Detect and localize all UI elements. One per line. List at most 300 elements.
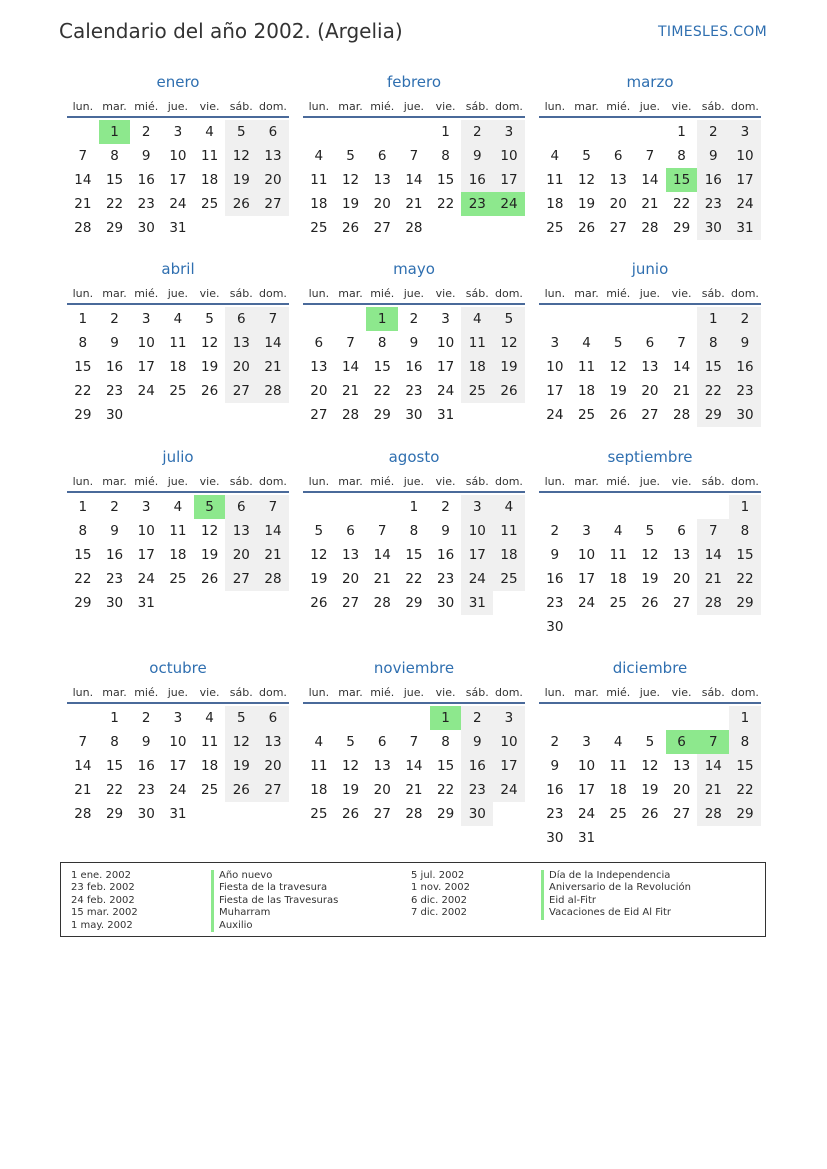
day-cell: 6 [377,734,387,750]
day-cell: 19 [577,196,596,212]
day-cell: 22 [729,778,761,802]
day-cell: 17 [493,168,525,192]
day-cell [303,307,335,331]
month-diciembre [539,658,761,850]
weekday-label: mar. [574,474,599,488]
day-cell: 4 [173,311,183,327]
day-cell: 26 [493,379,525,403]
day-cell: 7 [645,148,655,164]
week-row [67,379,289,403]
day-cell: 8 [78,335,88,351]
weekday-label: jue. [167,99,189,113]
weekday-label: mié. [134,99,159,113]
day-cell: 11 [201,734,219,750]
day-cell: 10 [137,335,155,351]
day-cell: 10 [169,148,187,164]
weekday-label: vie. [199,685,220,699]
day-cell: 22 [373,383,391,399]
day-cell: 3 [493,706,525,730]
day-cell: 5 [194,495,226,519]
day-cell: 16 [461,754,493,778]
day-cell [666,615,698,639]
day-cell: 17 [493,754,525,778]
day-cell: 7 [409,734,419,750]
day-cell [461,216,493,240]
day-cell: 12 [341,172,360,188]
weekday-header [67,96,289,118]
day-cell: 5 [613,335,623,351]
weekday-label: lun. [544,99,566,113]
day-cell: 30 [437,595,455,611]
day-cell: 21 [257,543,289,567]
day-cell: 21 [405,782,423,798]
week-row [67,567,289,591]
weekday-label: lun. [308,99,330,113]
day-cell: 7 [677,335,686,351]
week-row [67,802,289,826]
week-row [303,706,525,730]
legend-date: 24 feb. 2002 [71,894,135,906]
week-row [539,216,761,240]
day-cell: 3 [582,734,591,750]
day-cell: 14 [697,543,729,567]
month-name: septiembre [607,448,693,466]
weekday-label: mié. [606,99,631,113]
week-row [67,591,289,615]
day-cell: 3 [141,311,151,327]
day-cell: 28 [373,595,391,611]
day-cell: 15 [697,355,729,379]
weekday-label: mar. [102,474,127,488]
day-cell: 8 [110,148,119,164]
week-row [539,403,761,427]
day-cell [257,591,289,615]
day-cell: 8 [697,331,729,355]
weekday-label: vie. [435,685,456,699]
day-cell: 25 [169,383,187,399]
week-row [67,754,289,778]
day-cell: 27 [310,407,328,423]
legend-holiday-name: Día de la Independencia [541,870,691,882]
day-cell [571,495,603,519]
day-cell: 25 [546,220,564,236]
month-name: octubre [149,659,207,677]
day-cell: 6 [645,335,655,351]
day-cell [225,403,257,427]
day-cell: 21 [74,196,92,212]
day-cell: 15 [437,758,455,774]
day-cell: 20 [310,383,328,399]
weekday-header [67,283,289,305]
week-row [303,495,525,519]
day-cell: 1 [99,120,131,144]
day-cell: 18 [201,758,219,774]
day-cell: 14 [697,754,729,778]
day-cell: 30 [546,830,564,846]
week-row [539,706,761,730]
day-cell: 18 [201,172,219,188]
week-row [67,144,289,168]
day-cell: 25 [201,196,219,212]
day-cell: 26 [201,571,219,587]
day-cell: 21 [405,196,423,212]
day-cell [257,216,289,240]
legend-date: 1 may. 2002 [71,919,133,931]
day-cell: 29 [105,806,124,822]
legend-date: 5 jul. 2002 [411,870,465,881]
weekday-label: lun. [72,474,94,488]
day-cell: 17 [729,168,761,192]
day-cell: 11 [310,758,328,774]
weekday-label: sáb. [701,474,725,488]
day-cell: 28 [405,806,423,822]
week-row [303,591,525,615]
weekday-label: vie. [435,286,456,300]
week-row [303,144,525,168]
weekday-label: jue. [403,99,425,113]
week-row [67,331,289,355]
week-row [539,168,761,192]
day-cell: 1 [729,706,761,730]
day-cell [539,706,571,730]
legend-date: 15 mar. 2002 [71,907,138,919]
day-cell: 19 [493,355,525,379]
day-cell: 19 [641,571,659,587]
day-cell: 17 [169,172,187,188]
day-cell [729,826,761,850]
day-cell: 27 [257,192,289,216]
day-cell: 28 [641,220,659,236]
day-cell: 25 [577,407,596,423]
day-cell [666,706,698,730]
day-cell: 15 [405,547,423,563]
day-cell: 29 [373,407,391,423]
day-cell [666,495,698,519]
day-cell: 7 [257,495,289,519]
week-row [67,168,289,192]
day-cell: 28 [257,567,289,591]
weekday-label: lun. [72,685,94,699]
weekday-label: mar. [338,474,363,488]
weekday-label: sáb. [465,685,489,699]
day-cell: 21 [697,778,729,802]
day-cell: 29 [405,595,423,611]
weekday-label: sáb. [229,286,253,300]
month-name: mayo [393,260,435,278]
day-cell [634,495,666,519]
week-row [539,379,761,403]
day-cell: 2 [441,499,450,515]
week-row [67,216,289,240]
week-row [303,168,525,192]
day-cell: 7 [697,519,729,543]
day-cell: 22 [729,567,761,591]
day-cell: 29 [105,220,124,236]
day-cell: 2 [550,734,560,750]
day-cell: 6 [257,120,289,144]
day-cell: 2 [141,124,151,140]
day-cell: 23 [461,778,493,802]
weekday-label: jue. [403,474,425,488]
day-cell: 29 [729,802,761,826]
day-cell: 4 [314,734,324,750]
weekday-label: mar. [338,99,363,113]
day-cell [602,615,634,639]
day-cell: 4 [550,148,560,164]
weekday-label: mié. [370,99,395,113]
day-cell: 30 [697,216,729,240]
week-row [303,778,525,802]
day-cell: 13 [225,519,257,543]
day-cell: 29 [729,591,761,615]
day-cell [303,120,335,144]
day-cell [666,307,698,331]
day-cell: 16 [546,782,564,798]
brand-link[interactable]: TIMESLES.COM [658,24,767,40]
day-cell [461,403,493,427]
day-cell: 22 [437,782,455,798]
day-cell: 4 [173,499,183,515]
month-marzo [539,72,761,240]
day-cell: 31 [577,830,596,846]
day-cell: 11 [201,148,219,164]
day-cell: 17 [577,782,596,798]
weekday-label: vie. [199,286,220,300]
day-cell: 18 [169,547,187,563]
day-cell [493,591,525,615]
day-cell: 31 [169,806,187,822]
day-cell: 21 [673,383,691,399]
day-cell: 16 [437,547,455,563]
day-cell: 28 [341,407,360,423]
day-cell: 27 [373,220,391,236]
day-cell: 25 [609,806,627,822]
day-cell: 3 [550,335,560,351]
day-cell: 23 [105,383,124,399]
day-cell: 15 [729,543,761,567]
week-row [539,754,761,778]
weekday-label: vie. [671,99,692,113]
day-cell: 1 [78,311,88,327]
weekday-label: sáb. [465,286,489,300]
day-cell [602,495,634,519]
day-cell: 2 [729,307,761,331]
day-cell: 15 [74,359,92,375]
day-cell: 10 [577,547,596,563]
holiday-legend [60,862,766,937]
day-cell: 18 [546,196,564,212]
day-cell: 26 [609,407,627,423]
week-row [303,403,525,427]
day-cell: 1 [430,706,462,730]
weekday-label: mar. [338,685,363,699]
day-cell: 18 [310,196,328,212]
day-cell: 9 [461,144,493,168]
day-cell: 4 [613,523,623,539]
legend-holiday-name: Muharram [211,907,338,919]
day-cell: 2 [409,311,419,327]
day-cell: 19 [201,359,219,375]
weekday-label: mié. [134,474,159,488]
week-row [539,615,761,639]
day-cell: 1 [697,307,729,331]
day-cell: 2 [110,499,119,515]
day-cell: 12 [310,547,328,563]
day-cell: 3 [141,499,151,515]
day-cell: 25 [493,567,525,591]
day-cell [571,706,603,730]
day-cell: 2 [461,120,493,144]
weekday-label: lun. [544,286,566,300]
day-cell [335,307,367,331]
day-cell: 25 [310,220,328,236]
day-cell: 28 [405,220,423,236]
day-cell: 23 [405,383,423,399]
week-row [539,519,761,543]
day-cell: 24 [729,192,761,216]
day-cell: 10 [461,519,493,543]
day-cell: 14 [405,758,423,774]
day-cell [571,120,603,144]
weekday-label: sáb. [465,99,489,113]
weekday-label: mar. [574,99,599,113]
weekday-label: vie. [199,474,220,488]
day-cell [602,120,634,144]
weekday-label: vie. [435,99,456,113]
day-cell: 21 [341,383,360,399]
month-name: enero [156,73,200,91]
day-cell: 20 [373,782,391,798]
day-cell: 25 [169,571,187,587]
day-cell [67,706,99,730]
weekday-label: vie. [435,474,456,488]
weekday-label: sáb. [701,286,725,300]
day-cell: 9 [141,734,151,750]
day-cell [729,615,761,639]
day-cell: 21 [74,782,92,798]
week-row [67,355,289,379]
day-cell: 16 [105,359,124,375]
day-cell: 28 [697,802,729,826]
day-cell: 9 [550,758,560,774]
day-cell: 31 [729,216,761,240]
day-cell [602,706,634,730]
day-cell: 11 [310,172,328,188]
weekday-label: jue. [639,99,661,113]
day-cell: 24 [169,196,187,212]
day-cell: 10 [437,335,455,351]
day-cell: 16 [461,168,493,192]
day-cell: 17 [461,543,493,567]
day-cell: 6 [225,307,257,331]
week-row [539,567,761,591]
day-cell: 19 [310,571,328,587]
week-row [303,120,525,144]
day-cell: 5 [225,706,257,730]
legend-date: 7 dic. 2002 [411,907,467,919]
day-cell: 3 [173,124,183,140]
weekday-label: dom. [495,286,523,300]
day-cell: 4 [493,495,525,519]
day-cell: 14 [641,172,659,188]
day-cell [162,591,194,615]
week-row [303,543,525,567]
month-name: marzo [626,73,674,91]
weekday-label: jue. [639,685,661,699]
day-cell: 29 [673,220,691,236]
day-cell [634,826,666,850]
weekday-label: jue. [639,474,661,488]
day-cell: 12 [201,335,219,351]
day-cell: 13 [609,172,627,188]
weekday-label: dom. [259,474,287,488]
day-cell: 17 [137,547,155,563]
weekday-label: mar. [102,99,127,113]
day-cell: 5 [205,311,214,327]
legend-right-dates [411,870,470,920]
day-cell: 16 [105,547,124,563]
day-cell: 24 [137,571,155,587]
day-cell: 18 [169,359,187,375]
day-cell [697,495,729,519]
weekday-label: lun. [544,474,566,488]
legend-right-names [541,870,691,920]
day-cell [194,591,226,615]
weekday-label: sáb. [465,474,489,488]
day-cell: 13 [673,758,691,774]
day-cell: 27 [341,595,360,611]
day-cell: 14 [341,359,360,375]
week-row [303,192,525,216]
day-cell [571,307,603,331]
week-row [303,307,525,331]
week-row [539,591,761,615]
day-cell: 24 [137,383,155,399]
day-cell: 19 [225,168,257,192]
month-noviembre [303,658,525,826]
week-row [67,403,289,427]
day-cell: 21 [697,567,729,591]
day-cell: 2 [110,311,119,327]
day-cell: 31 [437,407,455,423]
legend-date: 1 ene. 2002 [71,870,131,881]
day-cell: 29 [74,407,92,423]
day-cell: 24 [493,192,525,216]
day-cell: 12 [225,730,257,754]
day-cell: 11 [169,335,187,351]
day-cell: 12 [577,172,596,188]
week-row [539,192,761,216]
day-cell: 26 [201,383,219,399]
month-name: julio [162,448,194,466]
day-cell: 23 [461,192,493,216]
week-row [67,543,289,567]
day-cell: 13 [373,758,391,774]
month-name: febrero [386,73,442,91]
day-cell: 5 [346,148,355,164]
weekday-label: mar. [574,685,599,699]
weekday-header [67,471,289,493]
day-cell: 14 [74,758,92,774]
day-cell: 3 [173,710,183,726]
day-cell: 20 [341,571,360,587]
day-cell: 22 [437,196,455,212]
week-row [539,495,761,519]
legend-date: 6 dic. 2002 [411,894,467,906]
day-cell: 20 [373,196,391,212]
day-cell: 25 [461,379,493,403]
day-cell: 23 [729,379,761,403]
